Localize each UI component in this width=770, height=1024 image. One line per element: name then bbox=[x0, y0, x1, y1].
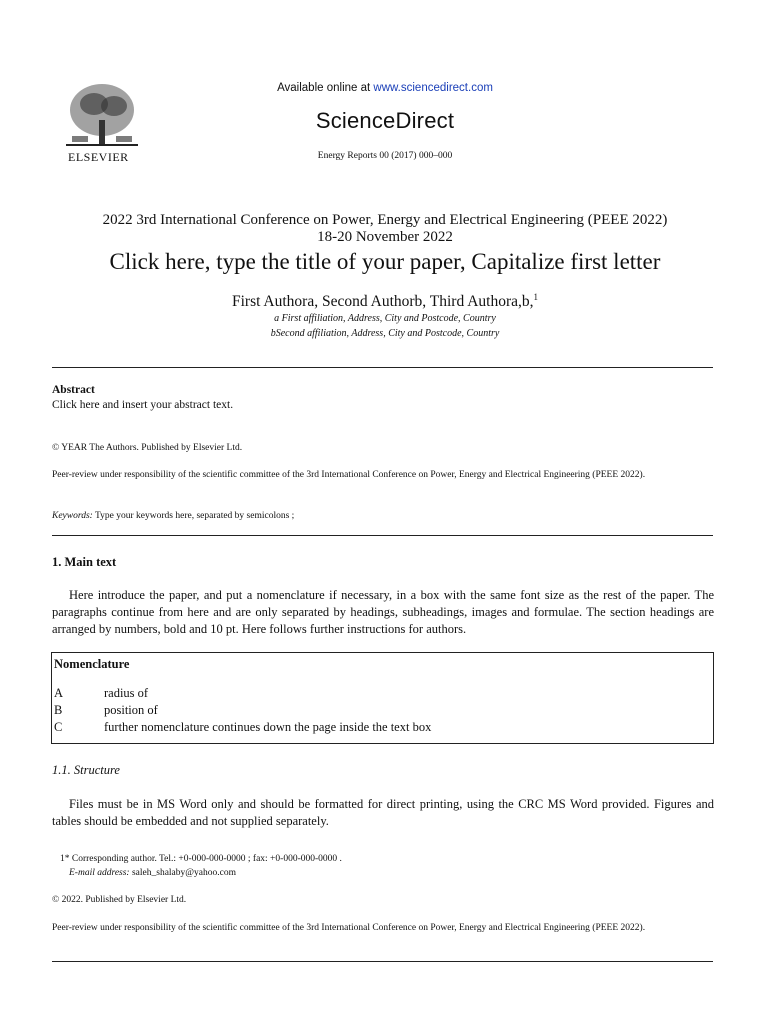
affiliation-a: a First affiliation, Address, City and Postcode, Country bbox=[274, 313, 496, 324]
authors-footnote-mark: 1 bbox=[533, 292, 539, 302]
nomenclature-symbol: A bbox=[54, 686, 64, 700]
conference-name: 2022 3rd International Conference on Power, Energy and Electrical Engineering (PEEE 2022) bbox=[102, 212, 668, 228]
conference-info bbox=[0, 212, 770, 246]
nomenclature-definition: further nomenclature continues down the page inside the text box bbox=[104, 720, 432, 734]
available-prefix: Available online at bbox=[277, 82, 374, 94]
nomenclature-title: Nomenclature bbox=[54, 657, 130, 671]
sciencedirect-link[interactable]: www.sciencedirect.com bbox=[373, 82, 493, 94]
divider-top bbox=[52, 367, 713, 368]
authors-text: First Authora, Second Authorb, Third Authora,b, bbox=[231, 293, 534, 311]
footer-copyright: © 2022. Published by Elsevier Ltd. bbox=[52, 895, 187, 905]
keywords-label: Keywords: bbox=[52, 511, 93, 521]
brand-title: ScienceDirect bbox=[315, 108, 455, 133]
keywords-line[interactable] bbox=[52, 509, 714, 523]
divider-bottom bbox=[52, 961, 713, 962]
paper-title[interactable]: Click here, type the title of your paper, Capitalize first letter bbox=[109, 249, 661, 274]
main-paragraph[interactable]: Here introduce the paper, and put a nomenclature if necessary, in a box with the same font size as the rest of the paper. The paragraphs continue from here and are only separated by headings, subheadings, images and formulae. The section headings are arranged by numbers, bold and 10 pt. Here follows further instructions for authors. bbox=[52, 588, 714, 636]
abstract-heading: Abstract bbox=[52, 384, 95, 396]
elsevier-wordmark: ELSEVIER bbox=[68, 150, 129, 164]
email-value[interactable]: saleh_shalaby@yahoo.com bbox=[129, 868, 236, 878]
nomenclature-symbol: C bbox=[54, 720, 63, 734]
structure-paragraph[interactable]: Files must be in MS Word only and should be formatted for direct printing, using the CRC MS Word provided. Figures and tables should be embedded and not supplied separately. bbox=[52, 797, 714, 828]
footer-peer-review: Peer-review under responsibility of the scientific committee of the 3rd International Conference on Power, Energy and Electrical Engineering (PEEE 2022). bbox=[52, 923, 646, 933]
subsection-heading-structure: 1.1. Structure bbox=[52, 763, 120, 777]
nomenclature-definition: radius of bbox=[104, 686, 149, 700]
keywords-text: Type your keywords here, separated by semicolons ; bbox=[92, 511, 295, 521]
nomenclature-definition: position of bbox=[104, 703, 158, 717]
abstract-copyright: © YEAR The Authors. Published by Elsevier Ltd. bbox=[52, 443, 243, 453]
abstract-text[interactable]: Click here and insert your abstract text. bbox=[52, 399, 234, 411]
availability-line bbox=[0, 82, 770, 94]
corresponding-author-footnote: 1* Corresponding author. Tel.: +0-000-000-0000 ; fax: +0-000-000-0000 . bbox=[60, 854, 342, 864]
email-label: E-mail address: bbox=[69, 868, 130, 878]
nomenclature-symbol: B bbox=[54, 703, 63, 717]
nomenclature-box bbox=[51, 652, 714, 744]
conference-dates: 18-20 November 2022 bbox=[317, 229, 453, 245]
author-list[interactable] bbox=[0, 292, 770, 311]
journal-line: Energy Reports 00 (2017) 000–000 bbox=[317, 151, 453, 161]
abstract-peer-review: Peer-review under responsibility of the scientific committee of the 3rd International Conference on Power, Energy and Electrical Engineering (PEEE 2022). bbox=[52, 470, 646, 480]
email-footnote bbox=[52, 866, 731, 880]
affiliation-b: bSecond affiliation, Address, City and Postcode, Country bbox=[270, 328, 500, 339]
section-heading-main: 1. Main text bbox=[52, 555, 117, 569]
divider-abstract bbox=[52, 535, 713, 536]
